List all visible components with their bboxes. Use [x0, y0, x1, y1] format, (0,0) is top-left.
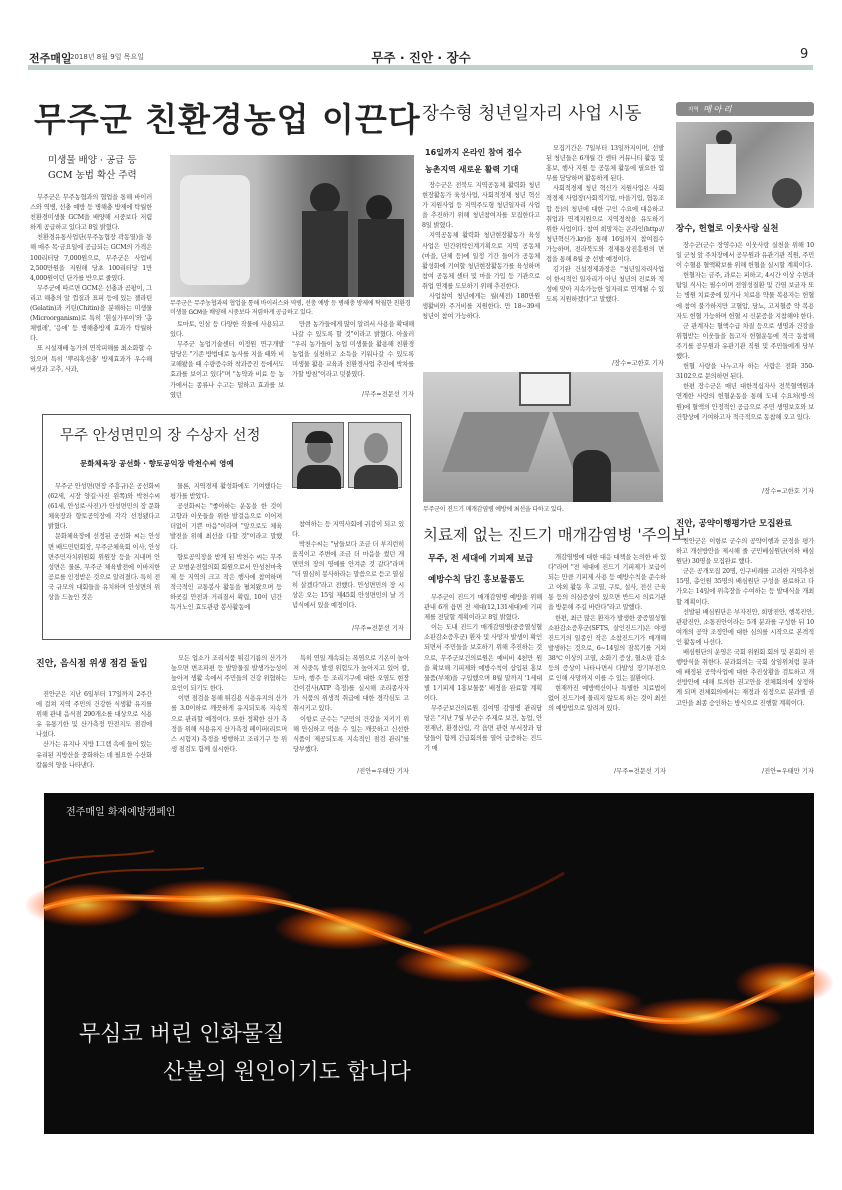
article-subhead: 농촌지역 새로운 활력 기대 — [425, 165, 519, 174]
paragraph: 무주군 농업기술센터 이정원 연구개발 담당은 "기존 방법대로 농사를 지을 때와 비교해봤을 때 수량증수와 착과증진 등에서도 효과를 보이고 있다"며 "농약과 비료 등 농가에서는 종류나 수고는 덜하고 효과를 보였던 — [170, 341, 284, 399]
byline: /진안=우태만 기자 — [357, 768, 409, 775]
paragraph: 장수군(군수 장영수)은 이웃사랑 실천을 위해 10일 군청 앞 주차장에서 공무원과 유관기관 직원, 주민이 수혈용 혈액확보를 위해 헌혈을 실시할 계획이다. — [676, 242, 814, 270]
paragraph: 김기완 건설경제과장은 "청년일자리사업이 한시적인 일자리가 아닌 청년의 진로와 적성에 맞아 지속가능한 일자리로 연계될 수 있도록 지원하겠다"고 말했다. — [546, 266, 664, 304]
wildfire-image — [44, 793, 814, 1134]
paragraph: 이는 도내 진드기 매개감염병(중증열성혈소판감소증후군) 환자 및 사망자 발생이 확인되면서 주민들을 보호하기 위해 추진하는 것으로, 무주군보건의료원은 예비비 4천만 원을 확보해 기피제와 예방수칙이 삽입된 홍보물품(부채)을 구입했으며 8월 말까지 '1세대별 1기피제 1홍보물품' 배정을 완료할 계획이다. — [424, 624, 542, 702]
paragraph: 한편, 최근 많은 환자가 발생한 중증열성혈소판감소증후군(SFTS, 살인진드기)은 야생진드기의 일종인 작은 소참진드기가 매개해 발생하는 것으로, 6~14일의 잠복기를 거쳐 38℃ 이상의 고열, 소화기 증상, 혈소판 감소 등의 증상이 나타나면서 다발성 장기부전으로 인해 사망까지 이를 수 있는 질환이다. — [548, 614, 666, 683]
paragraph: 진안군은 지난 6일부터 17일까지 2주간에 걸쳐 지역 주민의 건강한 식생활 유지를 위해 관내 음식점 290개소를 대상으로 식용유 유통기한 및 산가측정 안전지도 점검에 나섰다. — [36, 691, 152, 739]
article-subhead: 예방수칙 담긴 홍보물품도 — [428, 575, 525, 585]
article-body-column — [422, 181, 540, 368]
header-rule — [28, 65, 813, 70]
article-headline: 진안, 음식점 위생 점검 돌입 — [36, 659, 148, 669]
byline: /장수=고한호 기자 — [612, 360, 664, 367]
paragraph: 헌혈 사랑을 나누고자 하는 사람은 전화 350-3102으로 문의하면 된다. — [676, 363, 814, 381]
article-body-column — [171, 654, 287, 778]
paragraph: 향토공익장을 받게 된 박천수 씨는 무주군 모범운전협의회 회원으로서 안성천마축제 등 지역의 크고 작은 행사에 참여하며 적극적인 교통봉사 활동을 펼쳐왔으며 등하굣길 안전과 거리질서 확립, 10여 년간 독거노인 효도관광 봉사활동에 — [170, 553, 282, 612]
article-subhead: GCM 농법 확산 주력 — [48, 170, 137, 181]
masthead-date: 2018년 8월 9일 목요일 — [70, 53, 144, 61]
blood-donation-photo — [676, 122, 814, 208]
article-body-column — [292, 520, 404, 623]
article-body-column — [30, 193, 152, 409]
paragraph: 군은 공개모집 20명, 인구비례를 고려한 지역추천 15명, 총인원 35명의 배심원단 구성을 완료하고 다가오는 14일에 위촉장을 수여하는 등 발대식을 개최할 계획이다. — [676, 568, 814, 606]
paragraph: 헌혈자는 금주, 과로는 피하고, 4시간 이상 수면과 탐일 식사는 필수이며 전염성질환 및 간염 보균자 또는 병원 치료중에 있거나 치료용 약물 복용자는 헌혈에 참여 불가하지만 고혈압, 당뇨, 고지혈증 약 복용자도 헌혈 가능하며 헌혈 시 신분증을 지참해야 한다. — [676, 272, 814, 320]
paragraph: 진안군은 이항로 군수의 공약이행과 군정을 평가하고 개선방안을 제시해 줄 군민배심원단(이하 배심원단) 30명을 모집완료 했다. — [676, 538, 814, 566]
paragraph: 토마토, 인삼 등 다양한 작물에 사용되고 있다. — [170, 321, 284, 339]
gcm-farm-photo — [170, 155, 414, 297]
article-body-column — [424, 593, 542, 776]
paragraph: 무주군보건의료원 김여명 감염병 관리담당은 "지난 7월 부군수 주재로 보건, 농업, 안전재난, 환경산림, 각 읍면 관련 부서장과 담당들이 함께 긴급회의를 열어 급증하는 진드기 매 — [424, 705, 542, 753]
paragraph: 장수군은 전북도 지역공동체 활력화 청년현장활동가 육성사업, 사회적경제 청년 혁신가 지원사업 등 지역주도형 청년일자리 사업을 추진하기 위해 청년참여자를 모집한다고 8일 밝혔다. — [422, 182, 540, 230]
photo-caption: 무주군은 무주농협과의 협업을 통해 바이러스와 역병, 선충 예방 등 병해충 방제에 탁월한 친환경미생물 GCM을 배양해 시중보다 저렴하게 공급하고 있다. — [170, 300, 411, 316]
paragraph: 산가는 유지나 지방 1그램 속에 들어 있는 유리된 지방산을 중화하는 데 필요한 수산화칼륨의 양을 나타낸다. — [36, 741, 152, 769]
ad-headline-line1: 무심코 버린 인화물질 — [79, 1022, 285, 1047]
article-headline: 진안, 공약이행평가단 모집완료 — [676, 519, 792, 529]
paragraph: 박천수씨는 "남들보다 조금 더 부지런히 움직이고 주변에 조금 더 마음을 썼던 게 면민의 장의 영예를 안겨준 것 같다"라며 "더 열심히 봉사하라는 말씀으로 듣고 열심히 살겠다"라고 전했다. 안성면민의 장 시상은 오는 15일 제45회 안성면민의 날 기념식에서 있을 예정이다. — [292, 541, 404, 609]
article-subhead: 무주, 전 세대에 기피제 보급 — [428, 554, 534, 564]
article-body-column — [292, 320, 414, 390]
paragraph: 물론, 지역경제 활성화에도 기여했다는 평가를 받았다. — [170, 483, 282, 501]
portrait-photo-right — [348, 422, 402, 488]
photo-caption: 무주군이 진드기 매개감염병 예방에 최선을 다하고 있다. — [423, 506, 564, 513]
article-subhead: 문화체육장 공선화 · 향토공익장 박천수씨 영예 — [80, 459, 234, 468]
paragraph: 모집기간은 7일부터 13일까지이며, 선발된 청년들은 6개월 간 센터 커뮤니티 활동 및 홍보, 행사 지원 등 공동체 활동에 필요한 업무를 담당하며 활동하게 된다. — [546, 145, 664, 183]
article-body-column — [548, 553, 666, 765]
paragraph: 만큼 농가들에게 많이 알려서 사용을 확대해 나갈 수 있도록 할 것"이라고 밝혔다. 아울러 "우리 농가들이 농업 미생물을 활용해 친환경농업을 실천하고 소득을 키워나갈 수 있도록 미생물 활용 교육과 친환경사업 추진에 박차를 가할 방침"이라고 덧붙였다. — [292, 321, 414, 379]
ad-headline-line2: 산불의 원인이기도 합니다 — [163, 1060, 411, 1085]
portrait-photo-left — [292, 422, 344, 488]
paragraph: 친환경유통사업단(무주농협장 곽동열)을 통해 매주 목·금요일에 공급되는 GCM의 가격은 100리터당 7,000원으로, 무주군은 사업비 2,500만원을 지원해 당초 100리터당 1만4,000원이던 단가를 반으로 줄였다. — [30, 234, 152, 282]
article-headline: 치료제 없는 진드기 매개감염병 '주의보' — [423, 526, 691, 544]
paragraph: 이번 점검을 통해 튀김용 식용유지의 산가를 3.0이하로 깨끗하게 유지되도록 지속적으로 관리할 예정이다. 또한 정확한 산가 측정을 위해 식용유지 산가측정 페이퍼(리트머스 시험지) 측정을 병행하고 조리기구 등 위생 점검도 함께 실시한다. — [171, 695, 288, 753]
article-body-column — [676, 241, 814, 490]
masthead-paper-name: 전주매일 — [29, 52, 72, 65]
paragraph: 또 시설재배 농가의 연작피해를 최소화할 수 있으며 특히 '뿌리혹선충' 방제효과가 우수해 버섯과 고추, 사과, — [30, 345, 152, 373]
campaign-label: 전주매일 화재예방캠페인 — [66, 807, 176, 818]
section-title: 무주 · 진안 · 장수 — [371, 50, 471, 65]
paragraph: 한편 장수군은 매년 대한적십자사 전북혈액원과 연계한 사랑의 헌혈운동을 통해 도내 수요처(병·의원)에 혈액의 안정적인 공급으로 주민 생명보호와 보건향상에 기여하고자 적극적으로 동참해 오고 있다. — [676, 383, 814, 421]
article-headline: 장수형 청년일자리 사업 시동 — [422, 104, 642, 124]
byline: /무주=전문선 기자 — [614, 768, 666, 775]
paragraph: 군 관계자는 혈액수급 차질 등으로 생명과 건강을 위협받는 이웃들을 돕고자 헌혈운동에 적극 동참해주기를 공무원과 유관기관 직원 및 주민들에게 당부했다. — [676, 322, 814, 361]
meeting-photo — [423, 372, 663, 502]
article-subhead: 미생물 배양 · 공급 등 — [48, 155, 137, 166]
article-subhead: 16일까지 온라인 참여 접수 — [425, 148, 522, 157]
label-prefix: 지역 — [688, 107, 699, 113]
paragraph: 개감염병에 대한 대응 대책을 논의한 바 있다"라며 "전 세대에 진드기 기피제가 보급이 되는 만큼 기피제 사용 등 예방수칙을 준수하고 야외 활동 후 고열, 구토, 설사, 전신 근육통 등의 의심증상이 있으면 반드시 의료기관을 방문해 주길 바란다"라고 말했다. — [548, 554, 666, 612]
byline: /무주=전문선 기자 — [352, 625, 404, 632]
paragraph: 문화체육장에 선정된 공선화 씨는 안성면 배드민턴회장, 무주군체육회 이사, 안성면주민자치위원회 위원장 등을 지내며 안성면은 물론, 무주군 체육발전에 이바지한 공로를 인정받은 것으로 알려졌다. 특히 전국 규모의 대회들을 유치하며 안성면의 위상을 드높인 것은 — [48, 533, 160, 602]
paragraph: 무주군에 따르면 GCM은 선충과 곰팡이, 그리고 해충의 알 껍질과 표피 등에 있는 젤라틴(Gelatin)과 키틴(Chitin)을 분해하는 미생물(Microorganism)로 특히 '흰실가루이'와 '총채벌레', '응애' 등 병해충방제 효과가 탁월하다. — [30, 284, 152, 343]
article-body-column — [36, 690, 152, 778]
paragraph: 지역공동체 활력화 청년현장활동가 육성사업은 민간위탁인계기획으로 지역 공동체(마을, 단체 등)에 일정 기간 들어가 공동체 활성화에 기여할 청년현장활동가를 육성하며 참여 공동체 센터 및 마을 가입 등 기관으로 취업 연계를 도모하기 위해 추진한다. — [422, 232, 540, 290]
paragraph: 참여하는 등 지역사회에 귀감이 되고 있다. — [292, 521, 404, 539]
article-body-column — [48, 482, 160, 634]
article-body-column — [293, 654, 409, 766]
paragraph: 무주군은 무주농협과의 협업을 통해 바이러스와 역병, 선충 예방 등 병해충 방제에 탁월한 친환경미생물 GCM을 배양해 시중보다 저렴하게 공급하고 있다고 8일 밝혔다. — [30, 194, 152, 232]
paragraph: 무주군 안성면(면장 주흥규)은 공선화씨(62세, 시장 양길·사진 왼쪽)와 박천수씨(61세, 안성로·사진)가 안성면민의 장 문화체육장과 향토공익장에 각각 선정됐다고 밝혔다. — [48, 483, 160, 531]
paragraph: 현재까진 예방백신이나 특별한 치료법이 없어 진드기에 물리지 않도록 하는 것이 최선의 예방법으로 알려져 있다. — [548, 685, 666, 713]
fire-prevention-ad — [44, 793, 814, 1134]
paragraph: 모든 업소가 조리식품 튀김기름의 산가가 높으면 변조파편 등 발암물질 발생가능성이 높아져 생활 속에서 주민들의 건강 위협하는 요인이 되기도 한다. — [171, 655, 287, 693]
paragraph: 무주군이 진드기 매개감염병 예방을 위해 관내 6개 읍면 전 세대(12,131세대)에 기피제를 전달할 계획이라고 8일 밝혔다. — [424, 594, 542, 622]
article-body-column — [676, 537, 814, 765]
byline: /진안=우태만 기자 — [762, 768, 814, 775]
article-body-column — [546, 144, 664, 357]
paragraph: 선발된 배심원단은 부자진안, 희망진안, 행복진안, 관광진안, 소통진안이라는 5개 분과를 구성한 뒤 10여개의 공약 조정안에 대한 심의를 시작으로 본격적인 활동에 나선다. — [676, 608, 814, 646]
paragraph: 배심원단의 운영은 국회 위원회 회의 및 본회의 진행방식을 취한다. 분과회의는 국회 상임위처럼 분과에 배정된 공약사업에 대한 추진상황을 검토하고 개선방안에 대해 토의한 권고안을 전체회의에 상정하게 되며 전체회의에서는 재정과 심정으로 분과별 권고안을 최종 승인하는 방식으로 진행할 계획이다. — [676, 649, 814, 707]
article-body-column — [170, 320, 284, 399]
article-headline: 장수, 헌혈로 이웃사랑 실천 — [676, 224, 779, 234]
page-number: 9 — [800, 47, 809, 62]
paragraph: 사업참여 청년에게는 월(세전) 180만원 생활비와 주거비를 지원한다. 만 18~39세 청년이 참여 가능하다. — [422, 293, 540, 321]
region-echo-label — [676, 102, 814, 116]
label-title: 메아리 — [703, 105, 734, 115]
article-body-column — [170, 482, 282, 634]
paragraph: 공선화씨는 "좋아하는 운동을 한 것이 고향과 이웃들을 위한 발걸음으로 이어져 더없이 기쁜 마음"이라며 "앞으로도 체육발전을 위해 최선을 다할 것"이라고 말했다. — [170, 503, 282, 551]
byline: /장수=고한호 기자 — [762, 488, 814, 495]
paragraph: 특히 연일 계속되는 폭염으로 기온이 높아져 식중독 발생 위험도가 높아지고 있어 칼, 도마, 행주 등 조리기구에 대한 오염도 현장 간이검사(ATP 측정)를 실시해 조리종사자가 식품의 위생적 취급에 대한 경각심도 고취시키고 있다. — [293, 655, 410, 713]
article-headline: 무주군 친환경농업 이끈다 — [34, 100, 421, 139]
paragraph: 이항로 군수는 "군민의 건강을 지키기 위해 안심하고 먹을 수 있는 깨끗하고 신선한 식품이 제공되도록 지속적인 점검 관리"를 당부했다. — [293, 715, 409, 753]
paragraph: 사회적경제 청년 혁신가 지원사업은 사회적경제 사업장(사회적기업, 마을기업, 협동조합 등)의 청년에 대한 구인 수요에 대응하고 취업과 연계지원으로 지역정착을 유도하기 위한 사업이다. 참여 희망자는 온라인(http://청년혁신가.kr)을 통해 16일까지 참여접수 가능하며, 전라북도와 경제통상진흥원의 면접을 통해 8월 중 선발 예정이다. — [546, 185, 664, 264]
byline: /무주=전문선 기자 — [362, 391, 414, 398]
article-headline: 무주 안성면민의 장 수상자 선정 — [60, 428, 261, 444]
